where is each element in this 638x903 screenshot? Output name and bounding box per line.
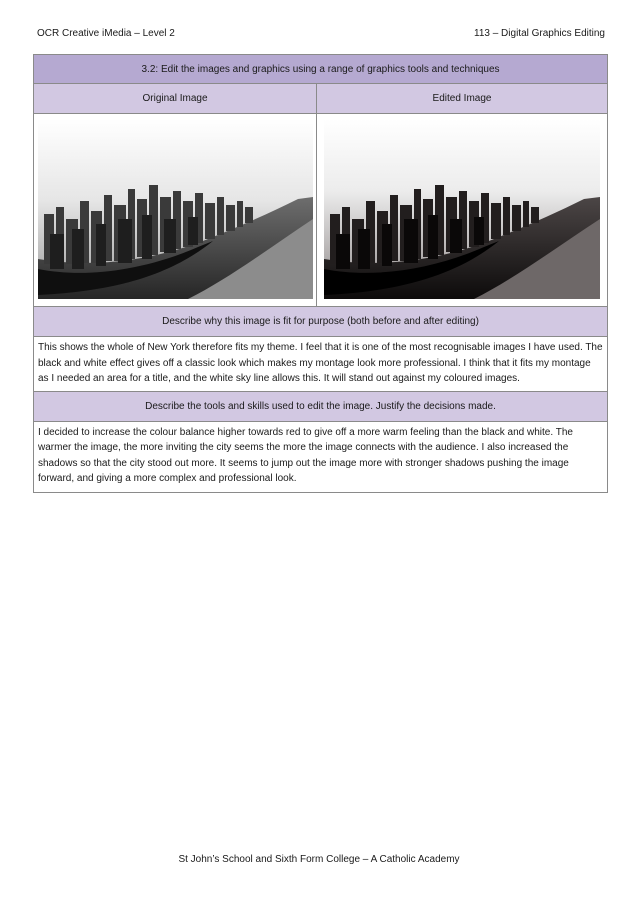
- header-left: OCR Creative iMedia – Level 2: [37, 28, 175, 39]
- original-image-cell: [34, 114, 317, 307]
- question-tools-and-skills: Describe the tools and skills used to edit the image. Justify the decisions made.: [34, 391, 608, 421]
- editing-table: [33, 54, 608, 493]
- edited-city-image: [324, 119, 600, 299]
- footer: St John’s School and Sixth Form College – A Catholic Academy: [178, 854, 460, 865]
- table-title: 3.2: Edit the images and graphics using a range of graphics tools and techniques: [34, 55, 608, 84]
- header-right: 113 – Digital Graphics Editing: [474, 28, 605, 39]
- original-city-image: [38, 119, 313, 299]
- edited-image-cell: [317, 114, 608, 307]
- answer-tools-and-skills: I decided to increase the colour balance higher towards red to give off a more warm feeling than the black and white. The warmer the image, the more inviting the city seems the more the image connects with the audience. I also increased the shadows so that the city stood out more. It seems to jump out the image more with stronger shadows pushing the image forward, and giving a more complex and professional look.: [34, 421, 608, 492]
- answer-fit-for-purpose: This shows the whole of New York therefore fits my theme. I feel that it is one of the most recognisable images I have used. The black and white effect gives off a classic look which makes my montage look more professional. I think that it fits my montage as I needed an area for a title, and the white sky line allows this. It will stand out against my coloured images.: [34, 337, 608, 392]
- edited-image-heading: Edited Image: [317, 84, 608, 114]
- question-fit-for-purpose: Describe why this image is fit for purpose (both before and after editing): [34, 307, 608, 337]
- original-image-heading: Original Image: [34, 84, 317, 114]
